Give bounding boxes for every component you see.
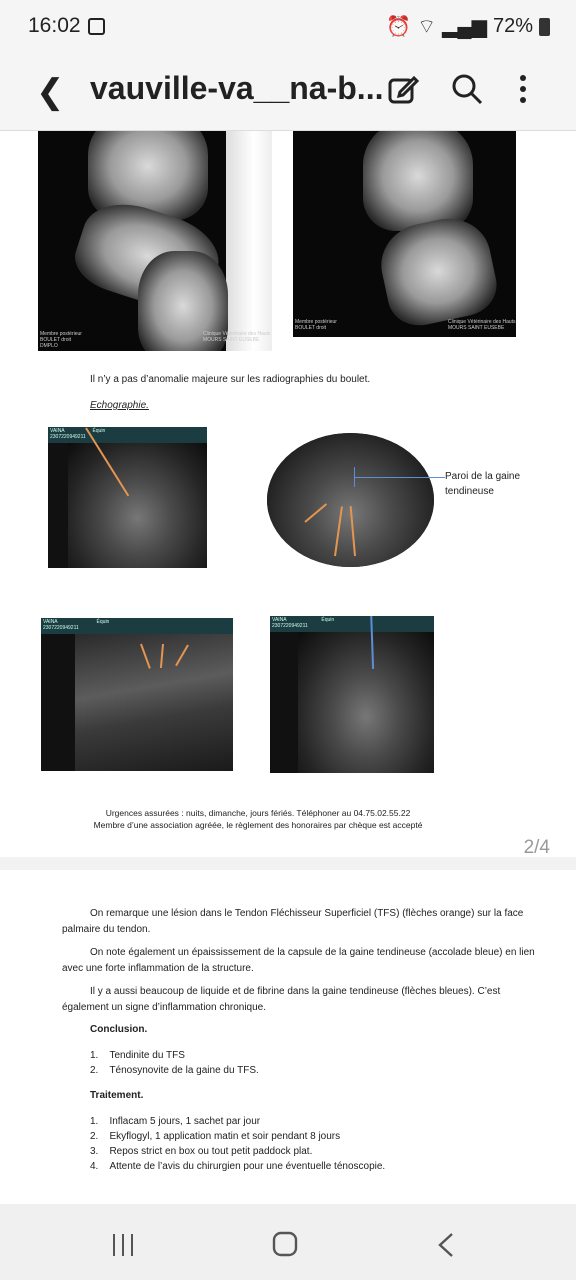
- recent-apps-icon[interactable]: [110, 1232, 138, 1258]
- list-item-text: Attente de l’avis du chirurgien pour une éventuelle ténoscopie.: [109, 1161, 386, 1172]
- footer-membership: Membre d’une association agréée, le règlement des honoraires par chèque est accepté: [93, 820, 423, 830]
- list-item: 1. Inflacam 5 jours, 1 sachet par jour: [90, 1116, 261, 1127]
- page-indicator: 2/4: [523, 837, 550, 858]
- list-item-text: Ténosynovite de la gaine du TFS.: [109, 1065, 259, 1076]
- ultrasound-image-2: [41, 618, 233, 771]
- clock: 16:02: [28, 14, 81, 37]
- thickening-paragraph: On note également un épaississement de la capsule de la gaine tendineuse (accolade bleue) en lien avec une forte inflammation de la structure.: [62, 947, 535, 974]
- nav-back-icon[interactable]: [436, 1232, 456, 1258]
- species-label: Équin: [92, 428, 106, 434]
- list-item-text: Tendinite du TFS: [109, 1050, 185, 1061]
- footer-urgences: Urgences assurées : nuits, dimanche, jours fériés. Téléphoner au 04.75.02.55.22: [105, 808, 411, 818]
- sheath-wall-annotation: Paroi de la gaine tendineuse: [445, 471, 521, 497]
- system-nav-bar: [0, 1204, 576, 1280]
- patient-name: VAINA: [43, 619, 58, 625]
- status-icons: [386, 14, 550, 39]
- alarm-icon: ⏰: [386, 16, 412, 38]
- list-item-text: Repos strict en box ou tout petit paddock plat.: [109, 1146, 313, 1157]
- list-item: 1. Tendinite du TFS: [90, 1050, 185, 1061]
- search-icon[interactable]: [450, 72, 484, 106]
- ultrasound-header: [41, 618, 233, 634]
- signal-icon: ▂▄▆: [442, 16, 487, 38]
- lesion-paragraph: On remarque une lésion dans le Tendon Fléchisseur Superficiel (TFS) (flèches orange) sur la face palmaire du tendon.: [62, 908, 524, 935]
- annotation-leader-line: [355, 477, 445, 478]
- xray-image-left: [38, 131, 272, 351]
- ultrasound-header: [48, 427, 207, 443]
- list-item: 4. Attente de l’avis du chirurgien pour une éventuelle ténoscopie.: [90, 1161, 386, 1172]
- more-icon[interactable]: [506, 72, 540, 106]
- echography-heading: Echographie.: [90, 400, 149, 411]
- patient-name: VAINA: [50, 428, 65, 434]
- ultrasound-image-1: [48, 427, 207, 568]
- species-label: Équin: [321, 617, 335, 623]
- home-icon[interactable]: [272, 1231, 298, 1257]
- patient-name: VAINA: [272, 617, 287, 623]
- xray-caption: Membre postérieur: [40, 331, 82, 337]
- battery-level: 72%: [492, 15, 533, 37]
- ultrasound-oval-zoom: [267, 433, 434, 567]
- radiography-statement: Il n’y a pas d’anomalie majeure sur les radiographies du boulet.: [90, 374, 371, 385]
- gallery-notification-icon: [88, 18, 105, 35]
- xray-clinic-label-right: Clinique Vétérinaire des Hauts MOURS SAINT EUSEBE: [448, 319, 516, 331]
- xray-caption-right-2: BOULET droit: [295, 325, 327, 331]
- xray-image-right: [293, 131, 516, 337]
- status-bar: [0, 0, 576, 54]
- list-item: 2. Ekyflogyl, 1 application matin et soir pendant 8 jours: [90, 1131, 341, 1142]
- xray-caption-2: BOULET droit: [40, 337, 72, 343]
- battery-icon: [539, 18, 550, 36]
- wifi-icon: ⌔: [417, 16, 437, 38]
- fluid-paragraph: Il y a aussi beaucoup de liquide et de fibrine dans la gaine tendineuse (flèches bleues). C’est également un signe d’inflammation chronique.: [62, 986, 501, 1013]
- document-title: vauville-va__na-b...: [90, 70, 384, 106]
- ultrasound-header: [270, 616, 434, 632]
- list-item-text: Ekyflogyl, 1 application matin et soir pendant 8 jours: [109, 1131, 341, 1142]
- patient-id: 2307220949211: [272, 623, 308, 629]
- list-item: 3. Repos strict en box ou tout petit paddock plat.: [90, 1146, 313, 1157]
- xray-caption-right: Membre postérieur: [295, 319, 337, 325]
- treatment-heading: Traitement.: [90, 1090, 144, 1101]
- species-label: Équin: [96, 619, 110, 625]
- list-item: 2. Ténosynovite de la gaine du TFS.: [90, 1065, 259, 1076]
- xray-clinic-label: Clinique Vétérinaire des Hauts MOURS SAINT EUSEBE: [203, 331, 271, 343]
- pdf-page-2: [0, 131, 576, 857]
- ultrasound-image-3: [270, 616, 434, 773]
- pdf-page-3: [0, 870, 576, 1204]
- list-item-text: Inflacam 5 jours, 1 sachet par jour: [109, 1116, 261, 1127]
- back-icon[interactable]: ❮: [36, 73, 65, 111]
- edit-icon[interactable]: [386, 72, 420, 106]
- app-bar: [0, 54, 576, 131]
- xray-caption-3: DMPLO: [40, 343, 58, 349]
- patient-id: 2307220949211: [50, 434, 86, 440]
- conclusion-heading: Conclusion.: [90, 1024, 148, 1035]
- patient-id: 2307220949211: [43, 625, 79, 631]
